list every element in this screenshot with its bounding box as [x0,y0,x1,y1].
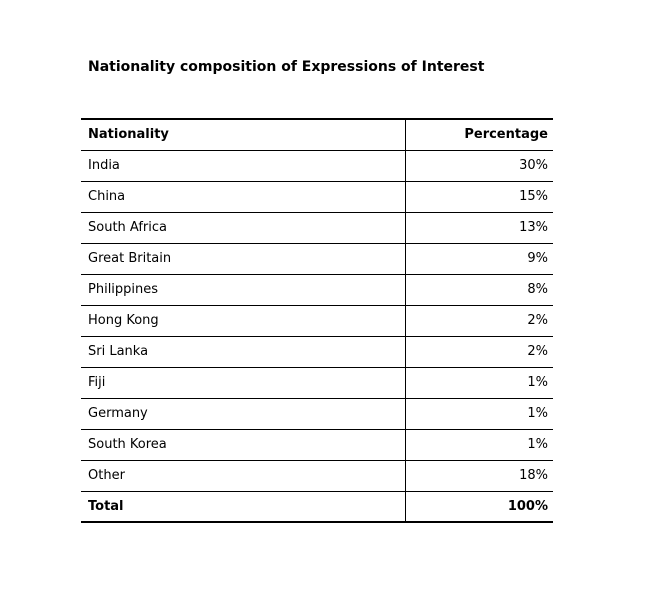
table-row [81,429,553,460]
nationality-table [81,118,553,523]
row-nationality: South Korea [81,429,405,460]
row-percentage: 2% [405,336,553,367]
row-nationality: India [81,150,405,181]
table-row [81,181,553,212]
row-percentage: 1% [405,398,553,429]
header-nationality: Nationality [81,119,405,150]
row-nationality: Other [81,460,405,491]
table-row [81,336,553,367]
row-nationality: Hong Kong [81,305,405,336]
table-total-row [81,491,553,522]
table-row [81,367,553,398]
table-row [81,305,553,336]
row-nationality: South Africa [81,212,405,243]
row-percentage: 1% [405,429,553,460]
table-row [81,212,553,243]
row-percentage: 13% [405,212,553,243]
row-percentage: 1% [405,367,553,398]
row-nationality: Germany [81,398,405,429]
document-title: Nationality composition of Expressions of Interest [88,59,485,75]
table-row [81,274,553,305]
table-row [81,243,553,274]
row-percentage: 15% [405,181,553,212]
total-label: Total [81,491,405,522]
row-nationality: Great Britain [81,243,405,274]
row-nationality: China [81,181,405,212]
row-nationality: Fiji [81,367,405,398]
table-row [81,150,553,181]
row-percentage: 18% [405,460,553,491]
row-nationality: Philippines [81,274,405,305]
row-percentage: 2% [405,305,553,336]
row-percentage: 30% [405,150,553,181]
total-percentage: 100% [405,491,553,522]
table-header-row [81,119,553,150]
row-nationality: Sri Lanka [81,336,405,367]
header-percentage: Percentage [405,119,553,150]
row-percentage: 8% [405,274,553,305]
table-row [81,398,553,429]
table-row [81,460,553,491]
row-percentage: 9% [405,243,553,274]
